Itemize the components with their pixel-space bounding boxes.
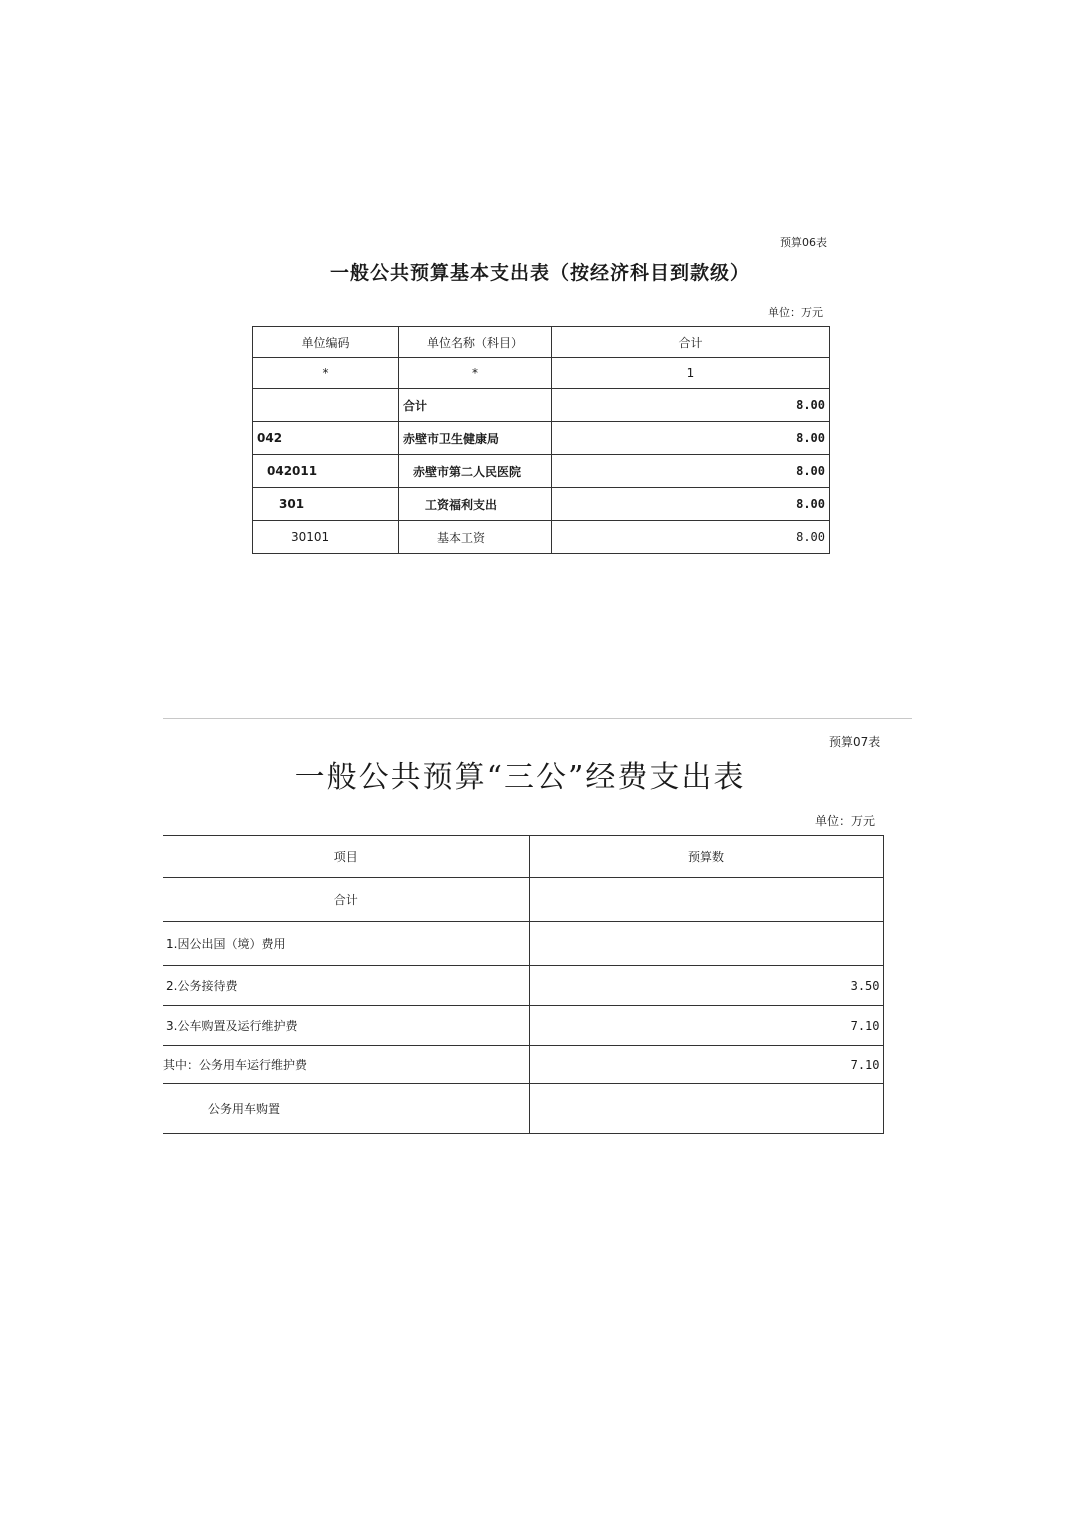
table-row bbox=[163, 966, 883, 1006]
row-code: 301 bbox=[253, 488, 399, 521]
table-header-row bbox=[163, 836, 883, 878]
row-item: 合计 bbox=[163, 878, 529, 922]
index-cell: * bbox=[399, 358, 552, 389]
table-row bbox=[253, 521, 830, 554]
table-header-row bbox=[253, 327, 830, 358]
row-name: 合计 bbox=[399, 389, 552, 422]
basic-expenditure-table bbox=[252, 326, 830, 554]
three-public-expenses-table bbox=[163, 835, 884, 1134]
header-unit-name: 单位名称（科目） bbox=[399, 327, 552, 358]
row-item: 1.因公出国（境）费用 bbox=[163, 922, 529, 966]
table-row bbox=[163, 1046, 883, 1084]
table2-unit: 单位：万元 bbox=[815, 814, 876, 828]
row-item: 3.公车购置及运行维护费 bbox=[163, 1006, 529, 1046]
row-name: 工资福利支出 bbox=[399, 488, 552, 521]
row-total: 8.00 bbox=[552, 455, 830, 488]
table-row bbox=[253, 488, 830, 521]
table-row bbox=[253, 455, 830, 488]
header-budget: 预算数 bbox=[529, 836, 883, 878]
row-code: 30101 bbox=[253, 521, 399, 554]
row-item: 其中：公务用车运行维护费 bbox=[163, 1046, 529, 1084]
table2-tag: 预算07表 bbox=[829, 735, 881, 749]
table-index-row bbox=[253, 358, 830, 389]
row-item: 公务用车购置 bbox=[163, 1084, 529, 1134]
table2-title: 一般公共预算“三公”经费支出表 bbox=[294, 760, 746, 795]
row-code: 042 bbox=[253, 422, 399, 455]
row-total: 8.00 bbox=[552, 488, 830, 521]
row-value: 7.10 bbox=[529, 1006, 883, 1046]
row-name: 赤壁市卫生健康局 bbox=[399, 422, 552, 455]
row-total: 8.00 bbox=[552, 521, 830, 554]
row-value: 7.10 bbox=[529, 1046, 883, 1084]
table-row bbox=[253, 422, 830, 455]
table-row bbox=[163, 878, 883, 922]
table1-title: 一般公共预算基本支出表（按经济科目到款级） bbox=[329, 262, 750, 284]
table1-tag: 预算06表 bbox=[780, 236, 827, 249]
table-row bbox=[253, 389, 830, 422]
row-code: 042011 bbox=[253, 455, 399, 488]
index-cell: * bbox=[253, 358, 399, 389]
header-item: 项目 bbox=[163, 836, 529, 878]
table-row bbox=[163, 1084, 883, 1134]
table-row bbox=[163, 922, 883, 966]
row-total: 8.00 bbox=[552, 422, 830, 455]
row-value bbox=[529, 1084, 883, 1134]
row-name: 基本工资 bbox=[399, 521, 552, 554]
row-code bbox=[253, 389, 399, 422]
row-value: 3.50 bbox=[529, 966, 883, 1006]
row-value bbox=[529, 878, 883, 922]
table1-unit: 单位：万元 bbox=[768, 306, 823, 319]
row-name: 赤壁市第二人民医院 bbox=[399, 455, 552, 488]
header-total: 合计 bbox=[552, 327, 830, 358]
row-total: 8.00 bbox=[552, 389, 830, 422]
index-cell: 1 bbox=[552, 358, 830, 389]
table-row bbox=[163, 1006, 883, 1046]
header-unit-code: 单位编码 bbox=[253, 327, 399, 358]
row-value bbox=[529, 922, 883, 966]
row-item: 2.公务接待费 bbox=[163, 966, 529, 1006]
page-divider bbox=[163, 718, 912, 719]
